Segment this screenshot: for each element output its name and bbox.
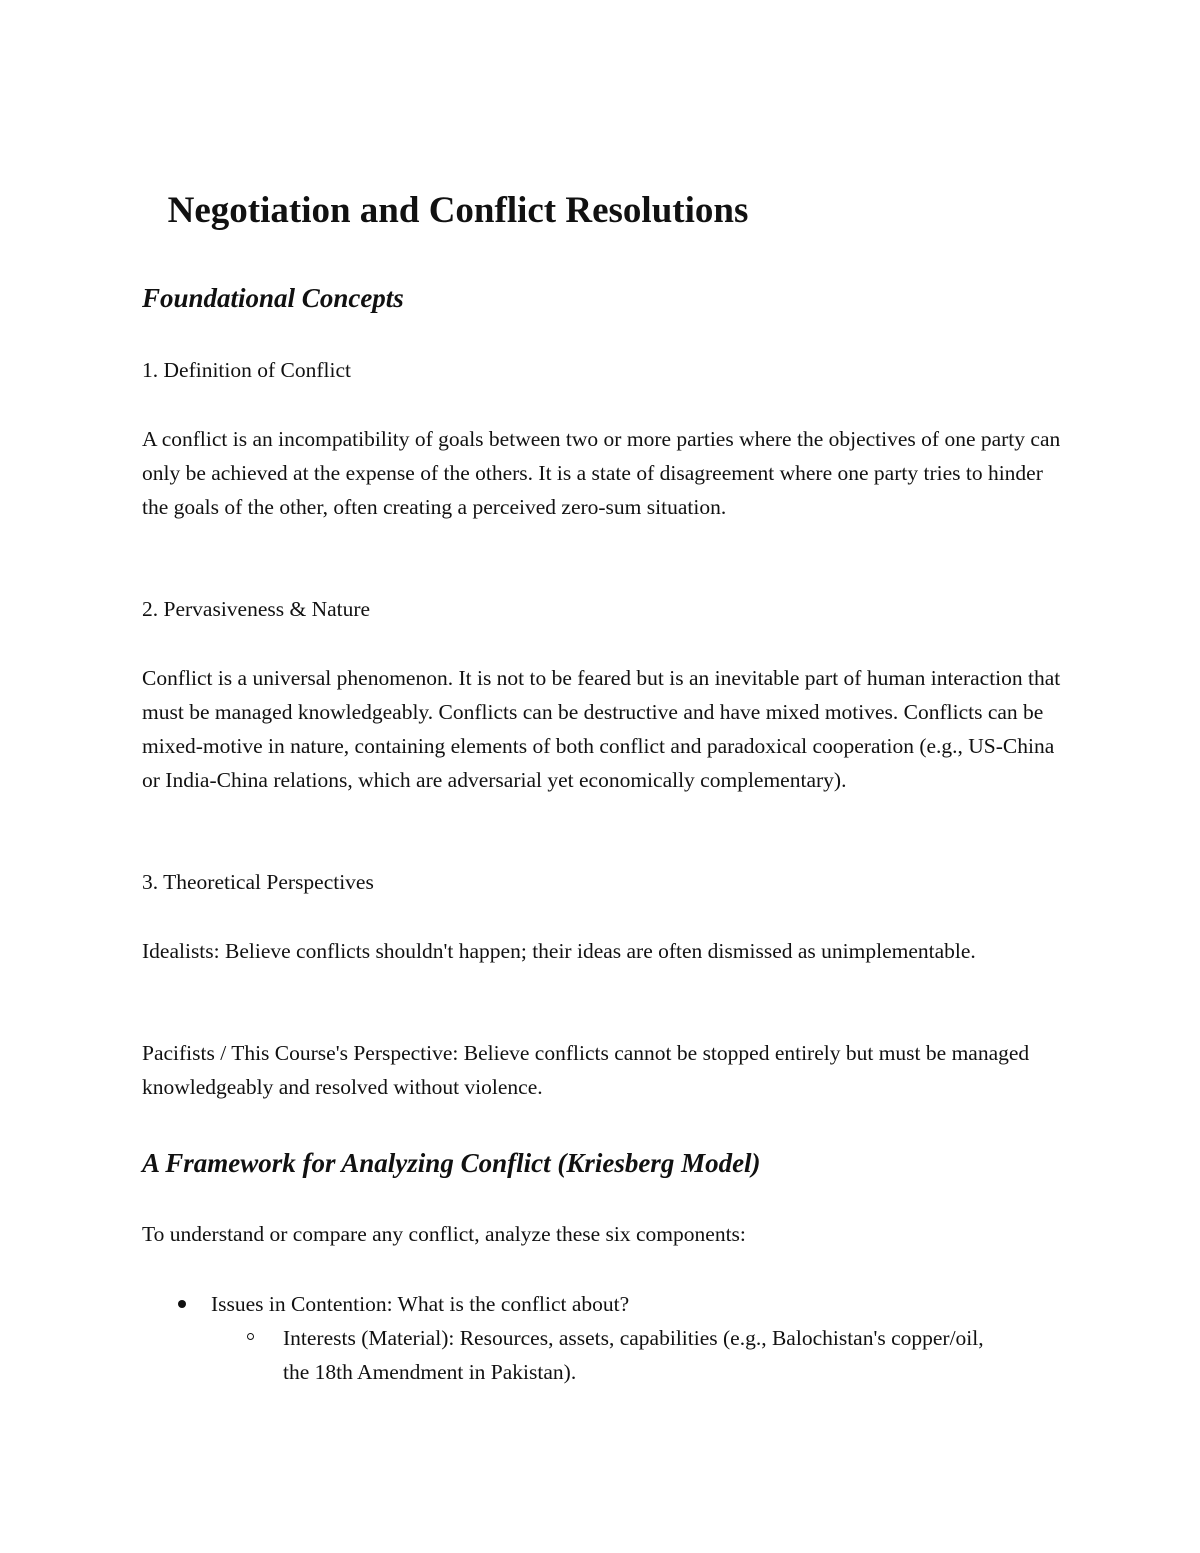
- subheading-definition-of-conflict: 1. Definition of Conflict: [142, 358, 351, 382]
- sub-list: [142, 1321, 1072, 1389]
- sub-list-item-text: Interests (Material): Resources, assets, capabilities (e.g., Balochistan's copper/oil, the 18th Amendment in Pakistan).: [283, 1326, 984, 1384]
- section-heading-foundational-concepts: Foundational Concepts: [142, 283, 404, 313]
- subheading-theoretical-perspectives: 3. Theoretical Perspectives: [142, 870, 374, 894]
- subheading-pervasiveness-nature: 2. Pervasiveness & Nature: [142, 597, 371, 621]
- paragraph-idealists: Idealists: Believe conflicts shouldn't happen; their ideas are often dismissed as unimplementable.: [142, 939, 976, 963]
- sub-list-item-interests: [211, 1321, 1003, 1389]
- list-item-text: Issues in Contention: What is the conflict about?: [211, 1292, 630, 1316]
- list-item-issues-in-contention: [142, 1287, 1072, 1321]
- bullet-icon: [178, 1300, 186, 1308]
- component-list: [142, 1287, 1072, 1389]
- section-heading-kriesberg-framework: A Framework for Analyzing Conflict (Kriesberg Model): [142, 1148, 761, 1178]
- document-title: Negotiation and Conflict Resolutions: [167, 190, 749, 231]
- paragraph-definition: A conflict is an incompatibility of goals between two or more parties where the objectives of one party can only be achieved at the expense of the others. It is a state of disagreement where one party tries to hinder the goals of the other, often creating a perceived zero-sum situation.: [142, 427, 1061, 519]
- paragraph-pacifists: Pacifists / This Course's Perspective: Believe conflicts cannot be stopped entirely but must be managed knowledgeably and resolved without violence.: [142, 1041, 1030, 1099]
- sub-list-container: [142, 1321, 1072, 1389]
- framework-intro: To understand or compare any conflict, analyze these six components:: [142, 1222, 746, 1246]
- paragraph-pervasiveness: Conflict is a universal phenomenon. It is not to be feared but is an inevitable part of human interaction that must be managed knowledgeably. Conflicts can be destructive and have mixed motives. Conflicts can be mixed-motive in nature, containing elements of both conflict and paradoxical cooperation (e.g., US-China or India-China relations, which are adversarial yet economically complementary).: [142, 666, 1061, 792]
- hollow-bullet-icon: [247, 1333, 254, 1340]
